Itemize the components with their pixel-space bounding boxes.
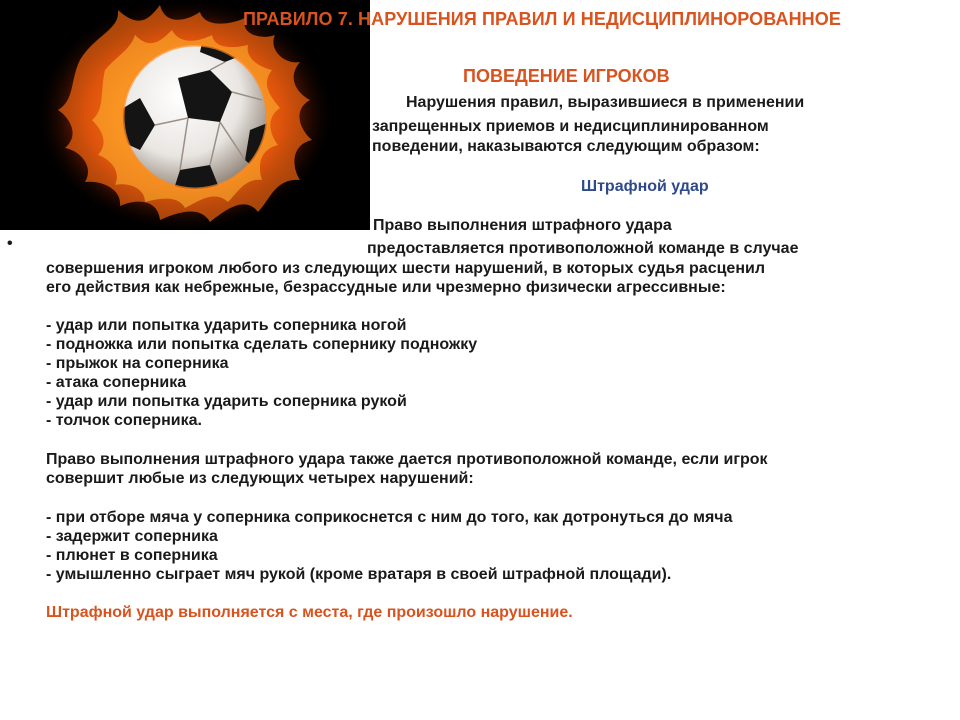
free-kick-line: совершения игроком любого из следующих шести нарушений, в которых судья расценил [46, 260, 765, 277]
list-item: - плюнет в соперника [46, 547, 218, 564]
list-item: - при отборе мяча у соперника соприкоснется с ним до того, как дотронуться до мяча [46, 509, 733, 526]
list-item: - удар или попытка ударить соперника ногой [46, 317, 407, 334]
four-offences-list [46, 508, 732, 584]
paragraph-two-line: совершит любые из следующих четырех нарушений: [46, 470, 474, 487]
soccer-ball-icon [0, 0, 370, 230]
bullet-marker: • [7, 235, 13, 252]
six-offences-list [46, 316, 477, 430]
intro-line: запрещенных приемов и недисциплинированном [372, 118, 769, 135]
list-item: - удар или попытка ударить соперника рукой [46, 393, 407, 410]
intro-line: Нарушения правил, выразившиеся в применении [406, 94, 805, 111]
paragraph-two-line: Право выполнения штрафного удара также дается противоположной команде, если игрок [46, 451, 768, 468]
list-item: - прыжок на соперника [46, 355, 229, 372]
list-item: - толчок соперника. [46, 412, 202, 429]
slide-title-line-2: ПОВЕДЕНИЕ ИГРОКОВ [463, 66, 670, 86]
list-item: - задержит соперника [46, 528, 218, 545]
free-kick-line: Право выполнения штрафного удара [373, 217, 672, 234]
free-kick-line: предоставляется противоположной команде в случае [367, 240, 799, 257]
flaming-soccer-ball-image [0, 0, 370, 230]
slide-title-line-1: ПРАВИЛО 7. НАРУШЕНИЯ ПРАВИЛ И НЕДИСЦИПЛИНОРОВАННОЕ [243, 9, 841, 29]
list-item: - подножка или попытка сделать сопернику подножку [46, 336, 478, 353]
free-kick-line: его действия как небрежные, безрассудные или чрезмерно физически агрессивные: [46, 279, 726, 296]
intro-line: поведении, наказываются следующим образом: [372, 138, 760, 155]
subheading-free-kick: Штрафной удар [581, 178, 709, 195]
list-item: - умышленно сыграет мяч рукой (кроме вратаря в своей штрафной площади). [46, 566, 672, 583]
final-note: Штрафной удар выполняется с места, где произошло нарушение. [46, 604, 573, 621]
list-item: - атака соперника [46, 374, 187, 391]
